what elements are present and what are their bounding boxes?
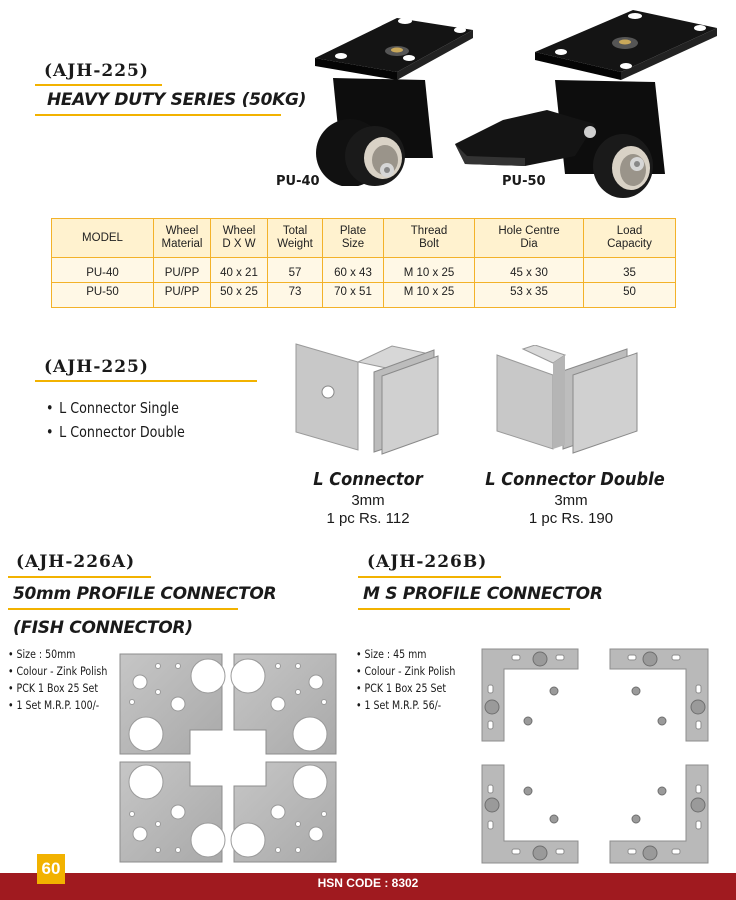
page-number: 60 [37,854,65,884]
table-cell: M 10 x 25 [384,258,475,283]
table-cell: PU/PP [154,283,211,308]
section3-code-underline [8,576,151,578]
section4-title-underline [358,608,570,610]
col-thread-bolt: Thread Bolt [384,219,475,258]
l-connector-double-thickness: 3mm [554,492,588,509]
section4-title: M S PROFILE CONNECTOR [363,584,603,604]
col-wheel-material: Wheel Material [154,219,211,258]
section4-spec: • 1 Set M.R.P. 56/- [356,698,442,712]
col-hole-centre: Hole Centre Dia [475,219,584,258]
l-connector-thickness: 3mm [351,492,385,509]
table-cell: 73 [268,283,323,308]
table-cell: 35 [584,258,676,283]
section4-code-underline [358,576,501,578]
col-model: MODEL [52,219,154,258]
section3-title-underline [8,608,238,610]
section3-title-line2: (FISH CONNECTOR) [13,618,193,638]
caster-pu50-image [455,6,720,201]
table-cell: PU-40 [52,258,154,283]
table-row [52,258,676,283]
table-cell: 50 x 25 [211,283,268,308]
table-cell: 53 x 35 [475,283,584,308]
table-cell: 70 x 51 [323,283,384,308]
section4-spec: • Size : 45 mm [356,647,427,661]
table-cell: 50 [584,283,676,308]
section2-bullet: • L Connector Single [46,399,179,417]
table-row [52,283,676,308]
section1-title-underline [35,114,281,116]
section2-code: (AJH-225) [44,357,149,377]
section4-code: (AJH-226B) [367,552,488,572]
table-cell: M 10 x 25 [384,283,475,308]
section4-spec: • Colour - Zink Polish [356,664,456,678]
section2-code-underline [35,380,257,382]
section3-code: (AJH-226A) [16,552,136,572]
col-plate-size: Plate Size [323,219,384,258]
section1-code-underline [35,84,162,86]
fish-connector-image [118,652,338,864]
table-cell: PU-50 [52,283,154,308]
table-cell: 57 [268,258,323,283]
hsn-code: HSN CODE : 8302 [317,876,419,890]
l-connector-double-image [493,345,643,455]
table-cell: PU/PP [154,258,211,283]
section3-spec: • Size : 50mm [8,647,76,661]
l-connector-double-price: 1 pc Rs. 190 [528,510,614,527]
section3-spec: • PCK 1 Box 25 Set [8,681,99,695]
table-header-row [52,219,676,258]
l-connector-price: 1 pc Rs. 112 [326,510,410,527]
table-cell: 60 x 43 [323,258,384,283]
l-connector-name: L Connector [313,469,423,490]
pu50-label: PU-50 [502,174,546,189]
caster-spec-table [51,218,676,308]
ms-profile-connector-image [478,645,714,869]
section3-title-line1: 50mm PROFILE CONNECTOR [13,584,277,604]
l-connector-double-name: L Connector Double [485,469,665,490]
pu40-label: PU-40 [276,174,320,189]
col-load-capacity: Load Capacity [584,219,676,258]
col-total-weight: Total Weight [268,219,323,258]
section1-code: (AJH-225) [44,61,149,81]
col-wheel-dxw: Wheel D X W [211,219,268,258]
section3-spec: • 1 Set M.R.P. 100/- [8,698,100,712]
section2-bullet: • L Connector Double [46,423,185,441]
table-cell: 45 x 30 [475,258,584,283]
table-cell: 40 x 21 [211,258,268,283]
section3-spec: • Colour - Zink Polish [8,664,108,678]
l-connector-image [292,340,442,455]
section4-spec: • PCK 1 Box 25 Set [356,681,447,695]
section1-title: HEAVY DUTY SERIES (50KG) [47,90,307,110]
